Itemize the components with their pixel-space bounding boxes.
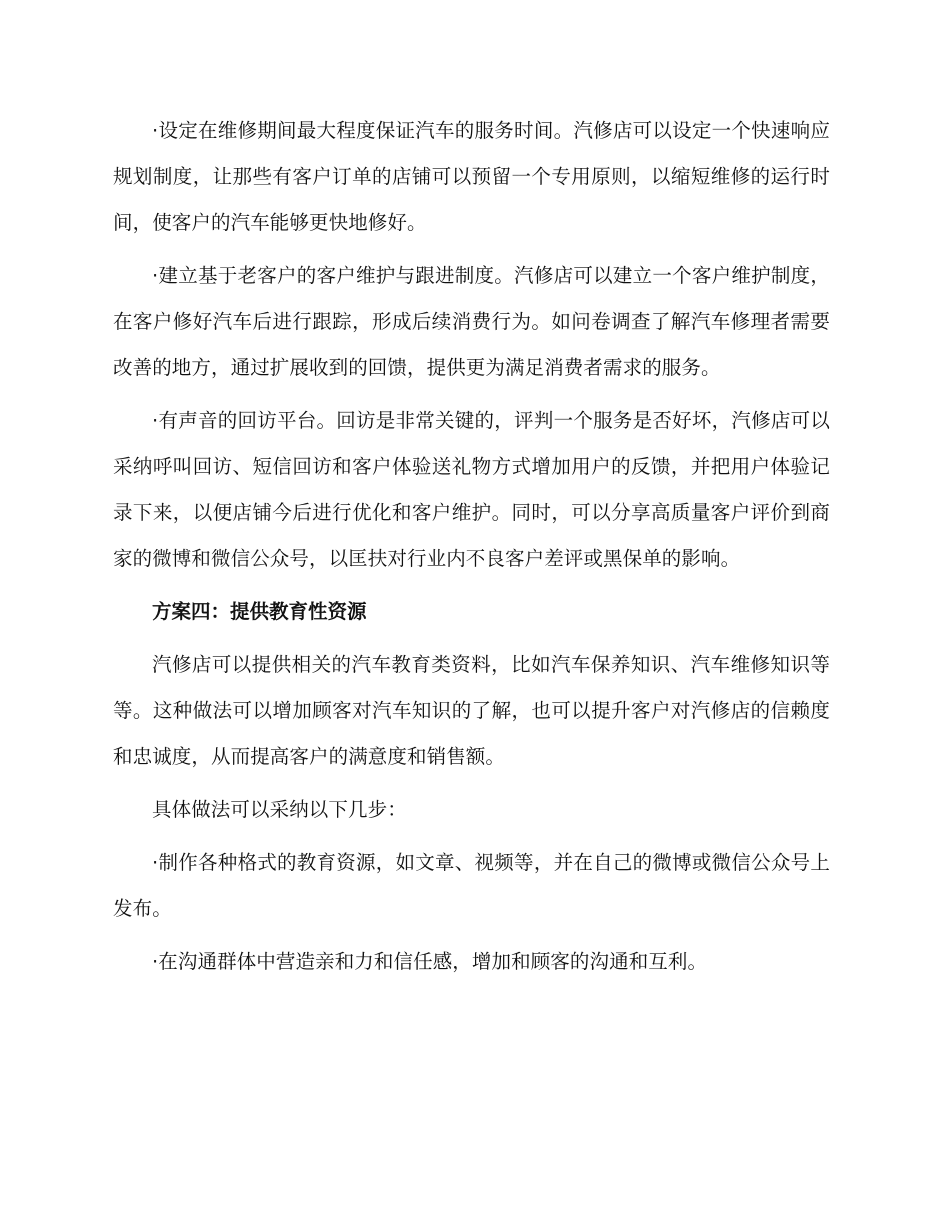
paragraph-steps-lead: 具体做法可以采纳以下几步：	[152, 798, 407, 821]
paragraph-bullet-customer-maintenance: ·建立基于老客户的客户维护与跟进制度。汽修店可以建立一个客户维护制度，在客户修好汽车后进行跟踪，形成后续消费行为。如问卷调查了解汽车修理者需要改善的地方，通过扩展收到的回馈，提供更为满足消费者需求的服务。	[113, 264, 830, 379]
paragraph-bullet-education-resources: ·制作各种格式的教育资源，如文章、视频等，并在自己的微博或微信公众号上发布。	[113, 851, 830, 920]
paragraph-intro: 汽修店可以提供相关的汽车教育类资料，比如汽车保养知识、汽车维修知识等等。这种做法可以增加顾客对汽车知识的了解，也可以提升客户对汽修店的信赖度和忠诚度，从而提高客户的满意度和销售额。	[113, 653, 830, 768]
paragraph-bullet-communication: ·在沟通群体中营造亲和力和信任感，增加和顾客的沟通和互利。	[152, 950, 708, 973]
paragraph-bullet-service-time: ·设定在维修期间最大程度保证汽车的服务时间。汽修店可以设定一个快速响应规划制度，让那些有客户订单的店铺可以预留一个专用原则，以缩短维修的运行时间，使客户的汽车能够更快地修好。	[113, 119, 830, 234]
section-heading: 方案四：提供教育性资源	[152, 600, 367, 623]
paragraph-bullet-callback-platform: ·有声音的回访平台。回访是非常关键的，评判一个服务是否好坏，汽修店可以采纳呼叫回访、短信回访和客户体验送礼物方式增加用户的反馈，并把用户体验记录下来，以便店铺今后进行优化和客户维护。同时，可以分享高质量客户评价到商家的微博和微信公众号，以匡扶对行业内不良客户差评或黑保单的影响。	[113, 409, 830, 570]
document-body	[113, 108, 830, 992]
